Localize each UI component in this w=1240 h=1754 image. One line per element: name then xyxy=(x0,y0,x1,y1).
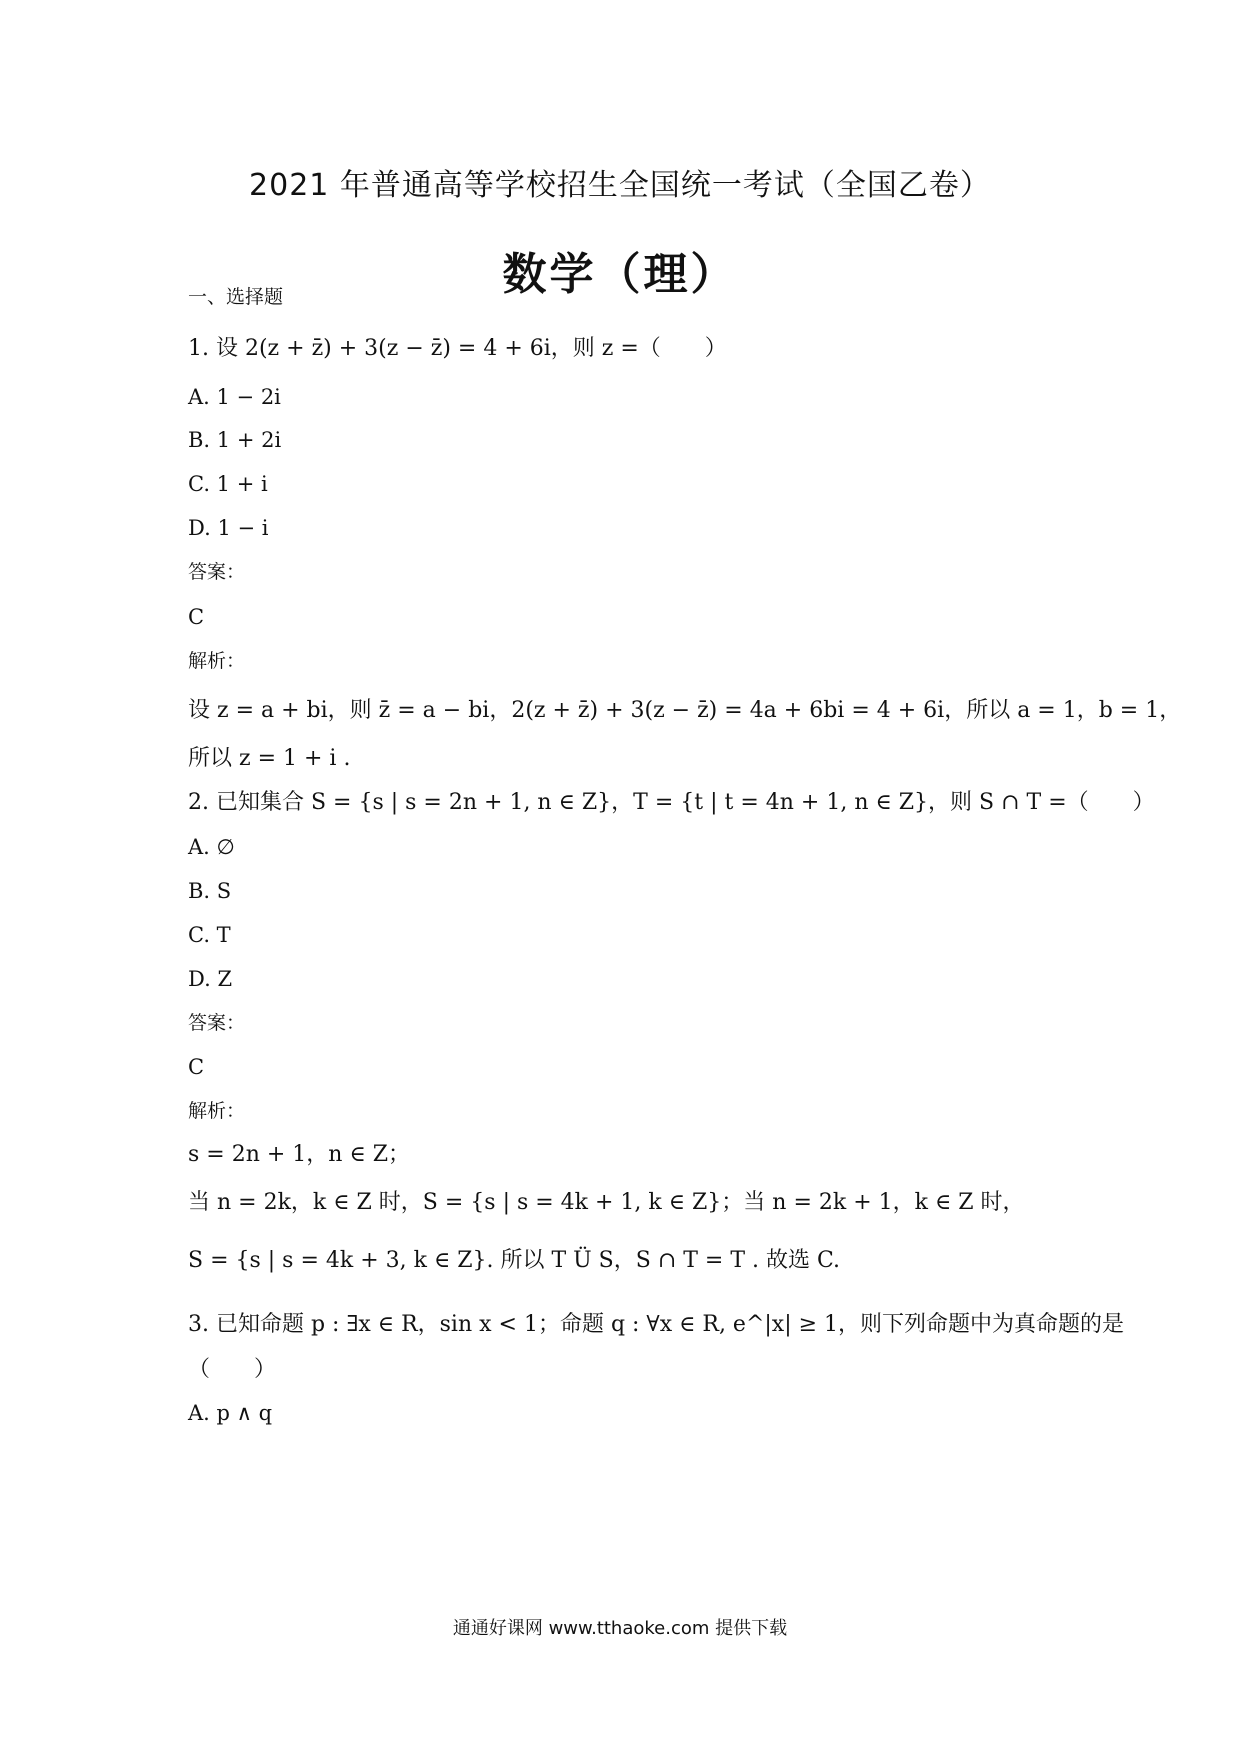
section-heading: 一、选择题 xyxy=(188,286,284,308)
question-3-option-a: A. p ∧ q xyxy=(188,1401,273,1425)
question-1-option-c: C. 1 + i xyxy=(188,472,268,496)
question-1-answer-label: 答案： xyxy=(188,561,246,583)
question-2-answer: C xyxy=(188,1055,205,1079)
question-2-option-c: C. T xyxy=(188,923,231,947)
subject-title: 数学（理） xyxy=(502,249,738,300)
question-3-stem-continued: （ ） xyxy=(188,1357,277,1382)
footer-source-note: 通通好课网 www.tthaoke.com 提供下载 xyxy=(452,1618,788,1639)
question-2-option-d: D. Z xyxy=(188,967,233,991)
question-2-answer-label: 答案： xyxy=(188,1012,246,1034)
question-1-option-a: A. 1 − 2i xyxy=(188,385,281,409)
question-2-analysis-line-1: s = 2n + 1，n ∈ Z； xyxy=(188,1142,411,1167)
question-2-option-b: B. S xyxy=(188,879,232,903)
question-2-analysis-label: 解析： xyxy=(188,1100,246,1122)
question-2-analysis-line-2: 当 n = 2k，k ∈ Z 时，S = {s | s = 4k + 1, k ∈ Z}；当 n = 2k + 1，k ∈ Z 时， xyxy=(188,1190,1025,1215)
question-1-option-d: D. 1 − i xyxy=(188,516,269,540)
question-1-answer: C xyxy=(188,605,205,629)
question-1-option-b: B. 1 + 2i xyxy=(188,428,282,452)
question-1-analysis-label: 解析： xyxy=(188,650,246,672)
question-2-stem: 2. 已知集合 S = {s | s = 2n + 1, n ∈ Z}，T = {t | t = 4n + 1, n ∈ Z}，则 S ∩ T =（ ） xyxy=(188,790,1155,815)
question-1-stem: 1. 设 2(z + z̄) + 3(z − z̄) = 4 + 6i，则 z =（ ） xyxy=(188,336,727,361)
question-1-analysis-line-1: 设 z = a + bi，则 z̄ = a − bi，2(z + z̄) + 3(z − z̄) = 4a + 6bi = 4 + 6i，所以 a = 1，b = 1， xyxy=(188,698,1182,723)
exam-title: 2021 年普通高等学校招生全国统一考试（全国乙卷） xyxy=(249,168,991,203)
question-3-stem: 3. 已知命题 p : ∃x ∈ R，sin x < 1；命题 q : ∀x ∈ R, e^|x| ≥ 1，则下列命题中为真命题的是 xyxy=(188,1312,1125,1337)
question-1-analysis-line-2: 所以 z = 1 + i . xyxy=(188,746,351,771)
question-2-option-a: A. ∅ xyxy=(188,835,235,859)
question-2-analysis-line-3: S = {s | s = 4k + 3, k ∈ Z}. 所以 T Ü S，S ∩ T = T . 故选 C. xyxy=(188,1248,841,1273)
